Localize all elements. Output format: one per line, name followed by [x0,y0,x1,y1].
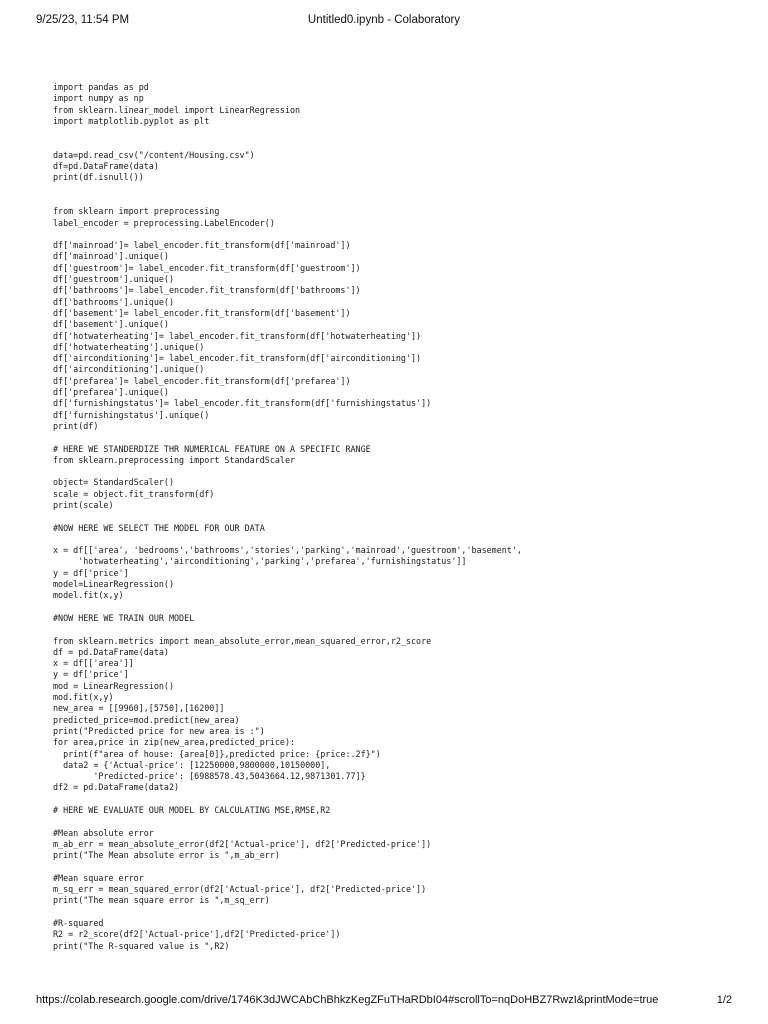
code-line [53,184,733,195]
code-line: print("The mean square error is ",m_sq_err) [53,895,270,906]
print-footer [0,994,768,1010]
code-line: df['hotwaterheating']= label_encoder.fit_transform(df['hotwaterheating']) [53,330,422,341]
code-line: #Mean square error [53,872,144,883]
code-line [53,138,733,149]
code-line: # HERE WE EVALUATE OUR MODEL BY CALCULATING MSE,RMSE,R2 [53,805,331,815]
code-line: print("Predicted price for new area is :") [53,725,265,736]
code-line: print("The Mean absolute error is ",m_ab_err) [53,850,280,861]
code-line: df['furnishingstatus']= label_encoder.fit_transform(df['furnishingstatus']) [53,398,432,409]
code-line: label_encoder = preprocessing.LabelEncoder() [53,217,275,228]
code-line: print("The R-squared value is ",R2) [53,940,230,951]
code-line: #NOW HERE WE SELECT THE MODEL FOR OUR DATA [53,522,265,533]
document-title: Untitled0.ipynb - Colaboratory [307,14,461,26]
code-line [53,195,733,206]
code-line: import numpy as np [53,93,144,104]
code-line: df = pd.DataFrame(data) [53,646,169,657]
code-line [53,794,733,805]
code-line [53,432,733,443]
code-line: df2 = pd.DataFrame(data2) [53,782,180,793]
code-line: 'Predicted-price': [6988578.43,5043664.12,9871301.77]} [53,771,366,782]
code-line: predicted_price=mod.predict(new_area) [53,714,240,725]
code-line: df['airconditioning'].unique() [53,364,205,375]
code-line: data=pd.read_csv("/content/Housing.csv") [53,149,255,160]
code-line: from sklearn.preprocessing import StandardScaler [53,454,296,465]
code-line: x = df[['area']] [53,658,134,669]
code-line: new_area = [[9960],[5750],[16200]] [53,703,225,714]
code-line: df['prefarea']= label_encoder.fit_transform(df['prefarea']) [53,375,351,386]
code-line: y = df['price'] [53,567,129,578]
code-line [53,861,733,872]
code-line: m_ab_err = mean_absolute_error(df2['Actual-price'], df2['Predicted-price']) [53,838,432,849]
code-line [53,907,733,918]
code-line: mod = LinearRegression() [53,680,175,691]
code-line: df['airconditioning']= label_encoder.fit_transform(df['airconditioning']) [53,353,422,364]
code-line: df['basement'].unique() [53,319,169,330]
code-line: from sklearn import preprocessing [53,206,220,217]
code-line: model=LinearRegression() [53,579,175,590]
code-line: #NOW HERE WE TRAIN OUR MODEL [53,612,195,623]
code-line: print(df) [53,420,99,431]
print-datetime: 9/25/23, 11:54 PM [36,14,130,26]
code-line [53,127,733,138]
code-line: #R-squared [53,917,104,928]
code-line: df['bathrooms'].unique() [53,296,175,307]
code-line: for area,price in zip(new_area,predicted_price): [53,737,296,748]
code-line: print(df.isnull()) [53,172,144,183]
code-line: m_sq_err = mean_squared_error(df2['Actual-price'], df2['Predicted-price']) [53,884,427,895]
code-line: y = df['price'] [53,669,129,680]
page-url: https://colab.research.google.com/drive/1746K3dJWCAbChBhkzKegZFuTHaRDbI04#scrollTo=nqDoHBZ7RwzI&printMode=true [36,994,659,1006]
code-line: object= StandardScaler() [53,477,175,488]
code-line: df=pd.DataFrame(data) [53,161,159,172]
print-header [0,14,768,32]
code-line: df['bathrooms']= label_encoder.fit_transform(df['bathrooms']) [53,285,361,296]
code-line: x = df[['area', 'bedrooms','bathrooms','stories','parking','mainroad','guestroom','basement', [53,545,522,556]
code-line: 'hotwaterheating','airconditioning','parking','prefarea','furnishingstatus']] [53,556,467,567]
code-line: scale = object.fit_transform(df) [53,488,215,499]
code-line: import matplotlib.pyplot as plt [53,115,210,126]
code-line: df['guestroom'].unique() [53,274,175,285]
code-line [53,534,733,545]
code-line: df['hotwaterheating'].unique() [53,341,205,352]
code-line: # HERE WE STANDERDIZE THR NUMERICAL FEATURE ON A SPECIFIC RANGE [53,443,371,454]
code-line: print(f"area of house: {area[0]},predicted price: {price:.2f}") [53,748,381,759]
code-line: df['mainroad']= label_encoder.fit_transform(df['mainroad']) [53,240,351,251]
page-number: 1/2 [716,994,732,1006]
code-line: #Mean absolute error [53,827,154,838]
code-line: import pandas as pd [53,82,149,92]
code-line: from sklearn.metrics import mean_absolute_error,mean_squared_error,r2_score [53,635,432,646]
code-line: print(scale) [53,499,114,510]
code-line: mod.fit(x,y) [53,692,114,703]
code-line [53,466,733,477]
code-line: df['guestroom']= label_encoder.fit_transform(df['guestroom']) [53,262,361,273]
code-line [53,229,733,240]
code-line [53,624,733,635]
code-line [53,511,733,522]
code-line: model.fit(x,y) [53,590,124,601]
code-line: df['mainroad'].unique() [53,251,169,262]
code-line: df['prefarea'].unique() [53,387,169,398]
code-line [53,816,733,827]
code-line: df['furnishingstatus'].unique() [53,409,210,420]
code-line [53,602,733,613]
code-line: df['basement']= label_encoder.fit_transform(df['basement']) [53,307,351,318]
code-line: from sklearn.linear_model import LinearRegression [53,104,301,115]
code-line: R2 = r2_score(df2['Actual-price'],df2['Predicted-price']) [53,929,341,940]
code-line: data2 = {'Actual-price': [12250000,9800000,10150000], [53,759,331,770]
code-block [53,82,733,952]
